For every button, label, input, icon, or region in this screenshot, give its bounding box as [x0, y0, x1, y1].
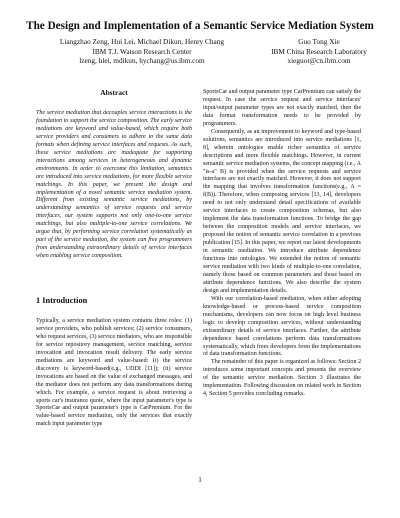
paragraph: The remainder of this paper is organized as follows: Section 2 introduces some important concepts and presents the overview of the semantic service mediation. Section 3 illustrates the implementation. Following discussion on related work in Section 4, Section 5 provides concluding remarks.: [203, 359, 362, 398]
author-email: lzeng, hlei, mdikun, hychang@us.ibm.com: [79, 56, 205, 66]
introduction-right-column: [203, 89, 361, 399]
paragraph: Consequently, as an improvement to keyword and type-based solutions, semantics are introduced into service mediations [1, 8], wherein ontologies enable richer semantics of service descriptions and more flexible matchings. However, in current semantic service mediation systems, the concept mapping (i.e., A "is-a" B) is provided when the service requests and service interfaces are not exactly matched. However, it does not support the mapping that involves transformation functions(e.g., A = f(B)). Therefore, when composing services [13, 14], developers need to not only understand detail specifications of available service interfaces to create composition schemas, but also implement the data transformation functions. To bridge the gap between the composition models and service interfaces, we proposed the notion of semantic service correlation in a previous publication [15]. In this paper, we report our latest developments in semantic mediation. We introduce attribute dependence functions into ontologies. We extended the notion of semantic service mediation with two kinds of multiple-to-one correlation, namely those based on common parameters and those based on attribute dependence functions. We also describe the system design and implementation details.: [203, 128, 361, 294]
paragraph: SportsCar and output parameter type CarPremium can satisfy the request. In case the service request and service interfaces' input/output parameter types are not exactly matched, then the data format transformation needs to be provided by programmers.: [203, 89, 361, 127]
author-names: Guo Tong Xie: [298, 37, 340, 46]
abstract-heading: Abstract: [100, 88, 128, 97]
author-email: xieguot@cn.ibm.com: [287, 56, 351, 66]
abstract-text: The service mediation that decouples service interactions is the foundation to support the service composition. The early service mediations are keyword and value-based, which require both service providers and consumers to adhere to the same data formats when defining service interfaces and requests. As such, these service mediations are inadequate for supporting interactions among services in heterogeneous and dynamic environments. In order to overcome this limitation, semantics are introduced into service mediations, for more flexible service matchings. In this paper, we present the design and implementation of a novel semantic service mediation system. Different from existing semantic service mediations, by understanding semantics of service requests and service interfaces, our system supports not only one-to-one service matchings, but also multiple-to-one service correlations. We argue that, by performing service correlation systematically as part of the service mediation, the system can free programmers from understanding extraordinary details of service interfaces when enabling service composition.: [36, 110, 192, 260]
section-heading-introduction: 1 Introduction: [36, 296, 88, 305]
paragraph: Typically, a service mediation system contains three roles: (1) service providers, who publish services; (2) service consumers, who request services, (3) service mediators, who are responsible for service repository management, service matching, service invocation and invocation result delivery. The early service mediations are keyword and value-based: (i) the service discovery is keyword-based(e.g., UDDI [11]); (ii) service invocations are based on the value of exchanged messages, and the mediator does not perform any data transformations during which. For example, a service request is about retrieving a sports car's insurance quote, where the input parameter's type is SportsCar and output parameter's type is CarPremium. For the value-based service mediation, only the services that exactly match input parameter type: [36, 318, 192, 428]
paragraph: With our correlation-based mediation, when either adopting knowledge-based or process-based service composition mechanisms, developers can now focus on high level business logic to develop composition services, without understanding extraordinary details of service interfaces. Further, the attribute dependence based correlations perform data transformations systematically, which frees developers from the implementations of data transformation functions.: [203, 295, 361, 358]
author-block-china: [244, 37, 394, 66]
page-number: 1: [198, 476, 202, 484]
author-affiliation: IBM China Research Laboratory: [271, 46, 367, 56]
introduction-left-column: [36, 318, 192, 429]
author-affiliation: IBM T.J. Watson Research Center: [92, 46, 192, 56]
author-block-watson: [42, 37, 242, 66]
author-names: Liangzhao Zeng, Hui Lei, Michael Dikun, Henry Chang: [59, 37, 225, 46]
paper-title: The Design and Implementation of a Semantic Service Mediation System: [26, 20, 374, 32]
